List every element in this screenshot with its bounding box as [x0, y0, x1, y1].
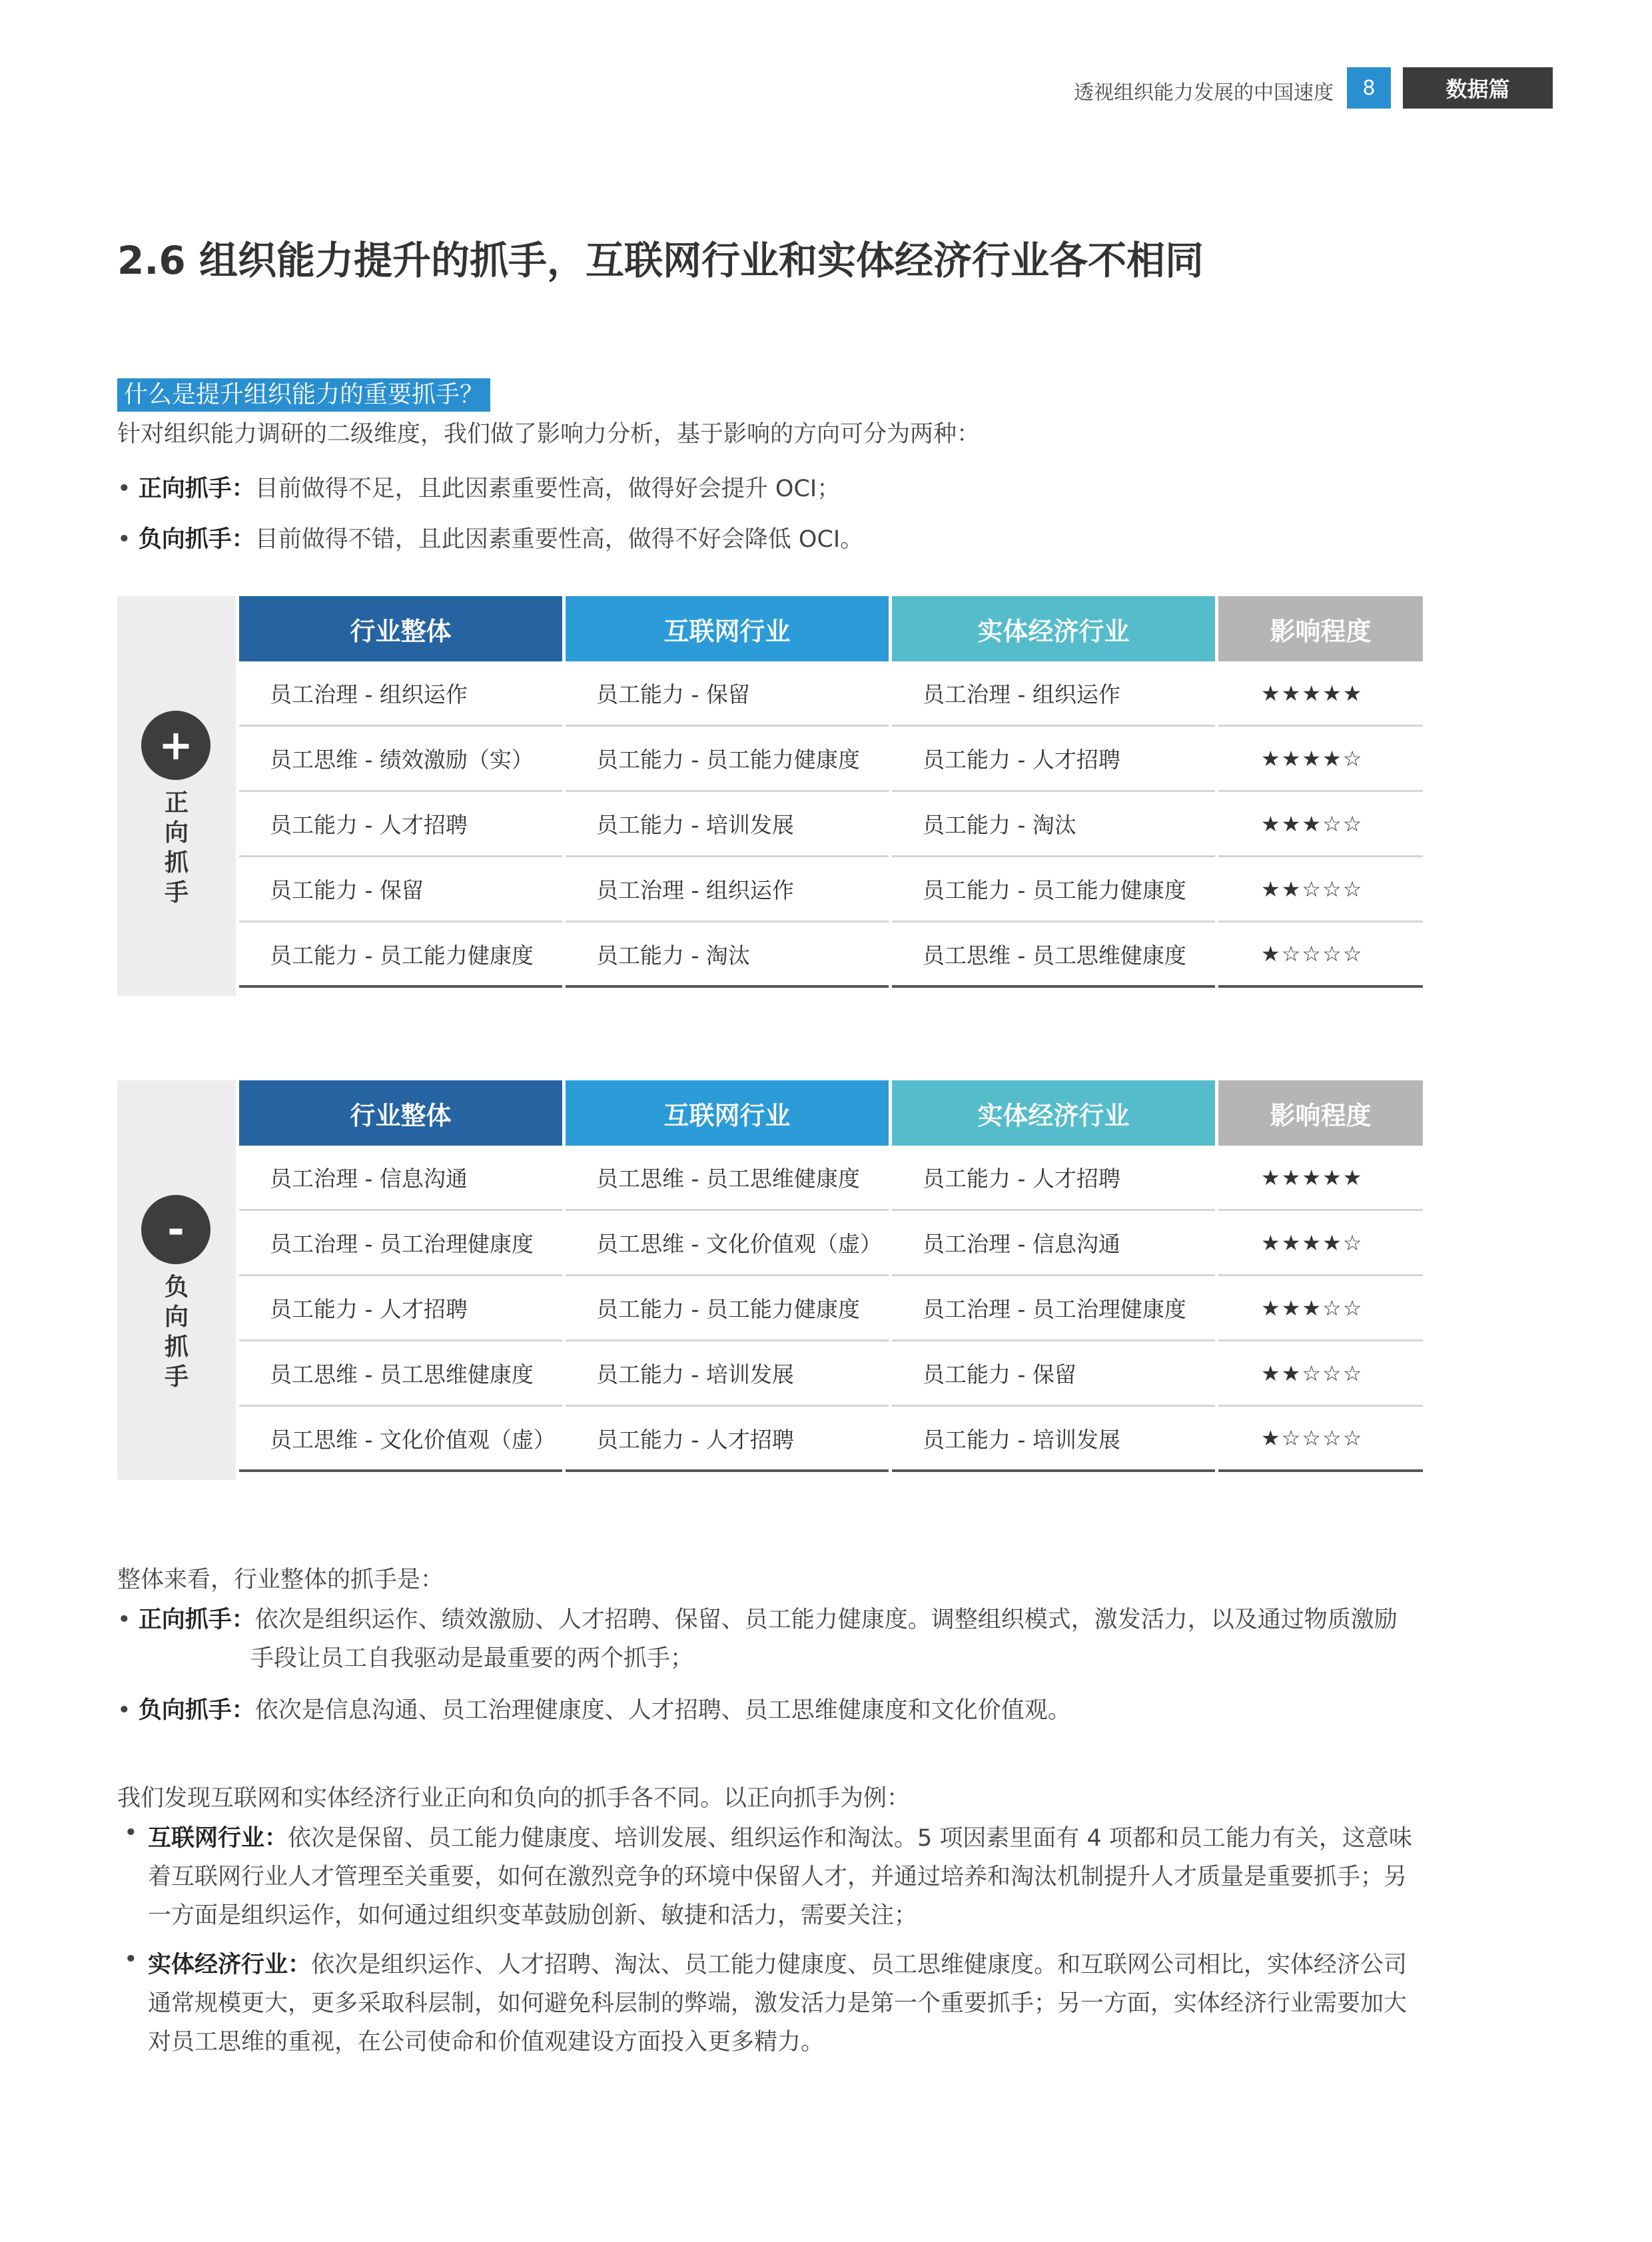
- question-highlight: 什么是提升组织能力的重要抓手？: [117, 378, 490, 412]
- table-cell: 员工能力 - 淘汰: [566, 923, 889, 988]
- compare-internet-text: 依次是保留、员工能力健康度、培训发展、组织运作和淘汰。5 项因素里面有 4 项都和员工能力有关，这意味: [288, 1825, 1412, 1852]
- summary-positive-line2: 手段让员工自我驱动是最重要的两个抓手；: [250, 1645, 694, 1672]
- side-label-char: 正: [164, 789, 189, 817]
- table-cell: 员工能力 - 人才招聘: [566, 1407, 889, 1472]
- intro-positive: • 正向抓手：目前做得不足，且此因素重要性高，做得好会提升 OCI；: [117, 476, 841, 502]
- report-title: 透视组织能力发展的中国速度: [1074, 81, 1334, 105]
- table-cell: 员工思维 - 员工思维健康度: [566, 1146, 889, 1211]
- bullet-dot: •: [124, 1820, 138, 1846]
- column-header: 互联网行业: [566, 1080, 889, 1146]
- table-cell: 员工能力 - 人才招聘: [239, 792, 562, 857]
- column-header: 影响程度: [1218, 596, 1423, 661]
- column-header: 行业整体: [239, 1080, 562, 1146]
- table-cell: 员工思维 - 员工思维健康度: [892, 923, 1215, 988]
- table-cell: 员工治理 - 组织运作: [566, 857, 889, 923]
- side-label: [117, 1272, 236, 1392]
- summary-positive: • 正向抓手：依次是组织运作、绩效激励、人才招聘、保留、员工能力健康度。调整组织模式，激发活力，以及通过物质激励: [117, 1607, 1398, 1633]
- side-label-char: 抓: [164, 849, 189, 877]
- compare-internet-label: 互联网行业：: [148, 1825, 288, 1852]
- column-real-economy: [892, 1080, 1215, 1480]
- star-rating: ★★★☆☆: [1218, 1276, 1423, 1341]
- intro-negative-label: 负向抓手：: [138, 526, 255, 553]
- table-cell: 员工能力 - 员工能力健康度: [892, 857, 1215, 923]
- table-side-panel: [117, 1080, 236, 1480]
- table-cell: 员工治理 - 信息沟通: [892, 1211, 1215, 1276]
- column-internet: [566, 596, 889, 996]
- star-rating: ★★★★☆: [1218, 727, 1423, 792]
- column-header: 互联网行业: [566, 596, 889, 661]
- summary-positive-line1: 依次是组织运作、绩效激励、人才招聘、保留、员工能力健康度。调整组织模式，激发活力，以及通过物质激励: [254, 1607, 1398, 1633]
- column-real-economy: [892, 596, 1215, 996]
- table-cell: 员工治理 - 组织运作: [239, 661, 562, 727]
- table-cell: 员工能力 - 培训发展: [566, 1341, 889, 1407]
- star-rating: ★☆☆☆☆: [1218, 1407, 1423, 1472]
- table-cell: 员工治理 - 信息沟通: [239, 1146, 562, 1211]
- table-cell: 员工治理 - 组织运作: [892, 661, 1215, 727]
- intro-positive-label: 正向抓手：: [138, 476, 255, 502]
- table-cell: 员工思维 - 员工思维健康度: [239, 1341, 562, 1407]
- star-rating: ★★★★☆: [1218, 1211, 1423, 1276]
- summary-negative: • 负向抓手：依次是信息沟通、员工治理健康度、人才招聘、员工思维健康度和文化价值观。: [117, 1697, 1071, 1724]
- table-cell: 员工治理 - 员工治理健康度: [892, 1276, 1215, 1341]
- column-internet: [566, 1080, 889, 1480]
- star-rating: ★☆☆☆☆: [1218, 923, 1423, 988]
- compare-internet-line3: 一方面是组织运作，如何通过组织变革鼓励创新、敏捷和活力，需要关注；: [148, 1902, 918, 1929]
- intro-negative-text: 目前做得不错，且此因素重要性高，做得不好会降低 OCI。: [254, 526, 864, 553]
- star-rating: ★★★☆☆: [1218, 792, 1423, 857]
- section-badge: 数据篇: [1403, 67, 1553, 109]
- table-cell: 员工思维 - 文化价值观（虚）: [239, 1407, 562, 1472]
- column-overall: [239, 596, 562, 996]
- table-cell: 员工能力 - 培训发展: [566, 792, 889, 857]
- summary-positive-label: 正向抓手：: [138, 1607, 255, 1633]
- table-cell: 员工能力 - 保留: [566, 661, 889, 727]
- compare-internet-line1: [148, 1820, 1412, 1853]
- side-label-char: 抓: [164, 1333, 189, 1361]
- column-header: 影响程度: [1218, 1080, 1423, 1146]
- table-cell: 员工能力 - 淘汰: [892, 792, 1215, 857]
- intro-positive-text: 目前做得不足，且此因素重要性高，做得好会提升 OCI；: [254, 476, 841, 502]
- table-cell: 员工能力 - 员工能力健康度: [566, 1276, 889, 1341]
- star-rating: ★★☆☆☆: [1218, 857, 1423, 923]
- table-cell: 员工能力 - 员工能力健康度: [239, 923, 562, 988]
- star-rating: ★★★★★: [1218, 1146, 1423, 1211]
- side-label-char: 向: [164, 819, 189, 847]
- summary-intro: 整体来看，行业整体的抓手是：: [117, 1567, 444, 1593]
- plus-icon: +: [141, 711, 210, 780]
- star-rating: ★★★★★: [1218, 661, 1423, 727]
- compare-real-line3: 对员工思维的重视，在公司使命和价值观建设方面投入更多精力。: [148, 2029, 825, 2055]
- table-cell: 员工能力 - 保留: [892, 1341, 1215, 1407]
- compare-internet-line2: 着互联网行业人才管理至关重要，如何在激烈竞争的环境中保留人才，并通过培养和淘汰机制提升人才质量是重要抓手；另: [148, 1864, 1408, 1890]
- column-impact: [1218, 596, 1423, 996]
- column-overall: [239, 1080, 562, 1480]
- table-cell: 员工能力 - 培训发展: [892, 1407, 1215, 1472]
- table-cell: 员工思维 - 绩效激励（实）: [239, 727, 562, 792]
- table-cell: 员工能力 - 人才招聘: [892, 1146, 1215, 1211]
- bullet-dot: •: [124, 1946, 138, 1973]
- side-label: [117, 788, 236, 908]
- side-label-char: 负: [164, 1274, 189, 1301]
- side-label-char: 手: [164, 1363, 189, 1391]
- compare-real-line1: [148, 1946, 1407, 1980]
- page-title: 2.6 组织能力提升的抓手，互联网行业和实体经济行业各不相同: [117, 238, 1204, 283]
- negative-levers-table: [117, 1080, 1423, 1480]
- summary-negative-label: 负向抓手：: [138, 1697, 255, 1724]
- page-number: 8: [1347, 67, 1391, 109]
- table-side-panel: [117, 596, 236, 996]
- minus-icon: -: [141, 1195, 210, 1264]
- compare-real-label: 实体经济行业：: [148, 1952, 312, 1978]
- compare-intro: 我们发现互联网和实体经济行业正向和负向的抓手各不同。以正向抓手为例：: [117, 1785, 911, 1812]
- intro-negative: • 负向抓手：目前做得不错，且此因素重要性高，做得不好会降低 OCI。: [117, 526, 864, 553]
- column-impact: [1218, 1080, 1423, 1480]
- star-rating: ★★☆☆☆: [1218, 1341, 1423, 1407]
- table-cell: 员工能力 - 人才招聘: [239, 1276, 562, 1341]
- summary-negative-text: 依次是信息沟通、员工治理健康度、人才招聘、员工思维健康度和文化价值观。: [254, 1697, 1071, 1724]
- side-label-char: 向: [164, 1304, 189, 1331]
- side-label-char: 手: [164, 879, 189, 907]
- table-cell: 员工能力 - 保留: [239, 857, 562, 923]
- compare-real-line2: 通常规模更大，更多采取科层制，如何避免科层制的弊端，激发活力是第一个重要抓手；另一方面，实体经济行业需要加大: [148, 1990, 1408, 2017]
- column-header: 实体经济行业: [892, 596, 1215, 661]
- intro-line: 针对组织能力调研的二级维度，我们做了影响力分析，基于影响的方向可分为两种：: [117, 421, 981, 448]
- table-cell: 员工思维 - 文化价值观（虚）: [566, 1211, 889, 1276]
- column-header: 行业整体: [239, 596, 562, 661]
- column-header: 实体经济行业: [892, 1080, 1215, 1146]
- table-cell: 员工治理 - 员工治理健康度: [239, 1211, 562, 1276]
- table-cell: 员工能力 - 员工能力健康度: [566, 727, 889, 792]
- positive-levers-table: [117, 596, 1423, 996]
- table-cell: 员工能力 - 人才招聘: [892, 727, 1215, 792]
- compare-real-text: 依次是组织运作、人才招聘、淘汰、员工能力健康度、员工思维健康度。和互联网公司相比，实体经济公司: [311, 1952, 1408, 1978]
